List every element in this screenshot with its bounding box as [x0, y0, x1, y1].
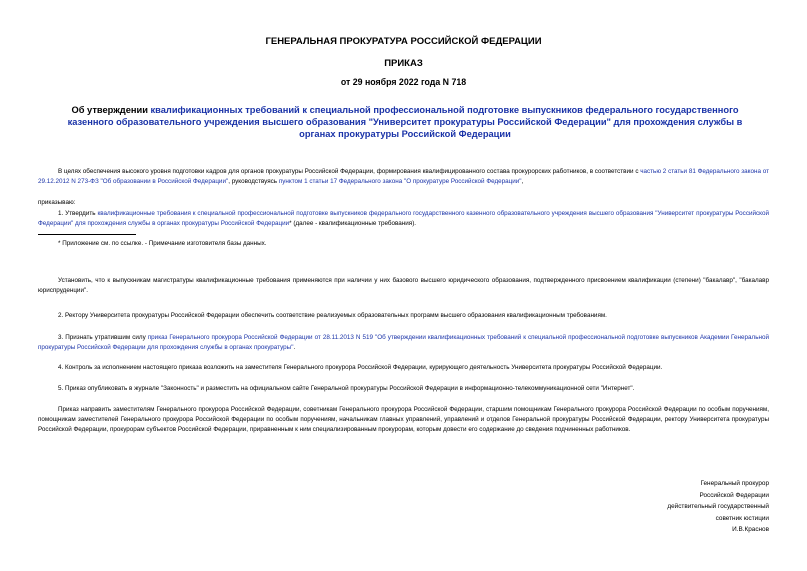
item-1-text-2: * (далее - квалификационные требования).: [289, 220, 417, 228]
prosecutor-law-link[interactable]: пунктом 1 статьи 17 Федерального закона "О прокуратуре Российской Федерации": [278, 178, 522, 186]
item-1-paragraph: [38, 209, 769, 229]
item-3-paragraph: [38, 333, 769, 353]
item-3-text-2: .: [293, 344, 296, 352]
signer-position-line-2: Российской Федерации: [699, 491, 769, 499]
document-title: [50, 104, 760, 140]
preamble-text-1: В целях обеспечения высокого уровня подготовки кадров для органов прокуратуры Российской Федерации, формирования квалифицированного состава прокурорских работников, в соответствии с: [58, 168, 641, 175]
distribution-paragraph: Приказ направить заместителям Генерального прокурора Российской Федерации, советникам Генерального прокурора Российской Федерации, старшим помощникам Генерального прокурора Российской Федерации по особым поручениям, помощникам заместителей Генерального прокурора Российской Федерации по особым поручениям, начальникам главных управлений, управлений и отделов Генеральной прокуратуры Российской Федерации, ректору Университета прокуратуры Российской Федерации, прокурорам субъектов Российской Федерации, приравненным к ним специализированным прокурорам, которым довести его содержание до сведения подчиненных работников.: [38, 406, 769, 434]
signer-rank-line-2: советник юстиции: [715, 514, 769, 522]
footnote-divider: [38, 234, 136, 235]
preamble-text-3: ,: [521, 178, 524, 186]
requirements-link[interactable]: квалификационные требования к специальной профессиональной подготовке выпускников федерального государственного казенного образовательного учреждения высшего образования "Университет прокуратуры Российской Федерации" для прохождения службы в органах прокуратуры Российской Федерации: [38, 210, 769, 228]
preamble-text-2: , руководствуясь: [228, 178, 279, 186]
signer-name: И.В.Краснов: [732, 526, 769, 533]
item-1-text-1: 1. Утвердить: [58, 210, 98, 217]
footnote: * Приложение см. по ссылке. - Примечание изготовителя базы данных.: [58, 240, 267, 247]
issuing-organization: ГЕНЕРАЛЬНАЯ ПРОКУРАТУРА РОССИЙСКОЙ ФЕДЕРАЦИИ: [265, 36, 542, 47]
title-link[interactable]: квалификационных требований к специальной профессиональной подготовке выпускников федерального государственного казенного образовательного учреждения высшего образования "Университет прокуратуры Российской Федерации" для прохождения службы в органах прокуратуры Российской Федерации: [67, 105, 743, 139]
signature-block: [569, 478, 769, 536]
document-date-number: от 29 ноября 2022 года N 718: [340, 77, 467, 87]
document-type: ПРИКАЗ: [384, 58, 423, 69]
order-word: приказываю:: [38, 199, 76, 206]
item-4-paragraph: 4. Контроль за исполнением настоящего приказа возложить на заместителя Генерального прокурора Российской Федерации, курирующего деятельность Университета прокуратуры Российской Федерации.: [58, 364, 663, 371]
law-273-link[interactable]: частью 2 статьи 81 Федерального закона от 29.12.2012 N 273-ФЗ "Об образовании в Российской Федерации": [38, 168, 769, 186]
signer-rank-line-1: действительный государственный: [667, 503, 769, 510]
item-3-text-1: 3. Признать утратившим силу: [58, 334, 148, 341]
item-5-paragraph: 5. Приказ опубликовать в журнале "Законность" и разместить на официальном сайте Генеральной прокуратуры Российской Федерации в информационно-телекоммуникационной сети "Интернет".: [58, 385, 635, 392]
order-519-link[interactable]: приказ Генерального прокурора Российской Федерации от 28.11.2013 N 519 "Об утверждении квалификационных требований к специальной профессиональной подготовке выпускников Академии Генеральной прокуратуры Российской Федерации для прохождения службы в органах прокуратуры": [38, 334, 769, 352]
item-2-paragraph: 2. Ректору Университета прокуратуры Российской Федерации обеспечить соответствие реализуемых образовательных программ высшего образования квалификационным требованиям.: [58, 312, 607, 319]
title-prefix: Об утверждении: [71, 105, 151, 115]
establish-paragraph: Установить, что к выпускникам магистратуры квалификационные требования применяются при наличии у них базового высшего юридического образования, подтвержденного присвоением квалификации (степени) "бакалавр", "бакалавр юриспруденции".: [38, 277, 769, 295]
preamble-paragraph: [38, 167, 769, 187]
signer-position-line-1: Генеральный прокурор: [700, 480, 769, 487]
